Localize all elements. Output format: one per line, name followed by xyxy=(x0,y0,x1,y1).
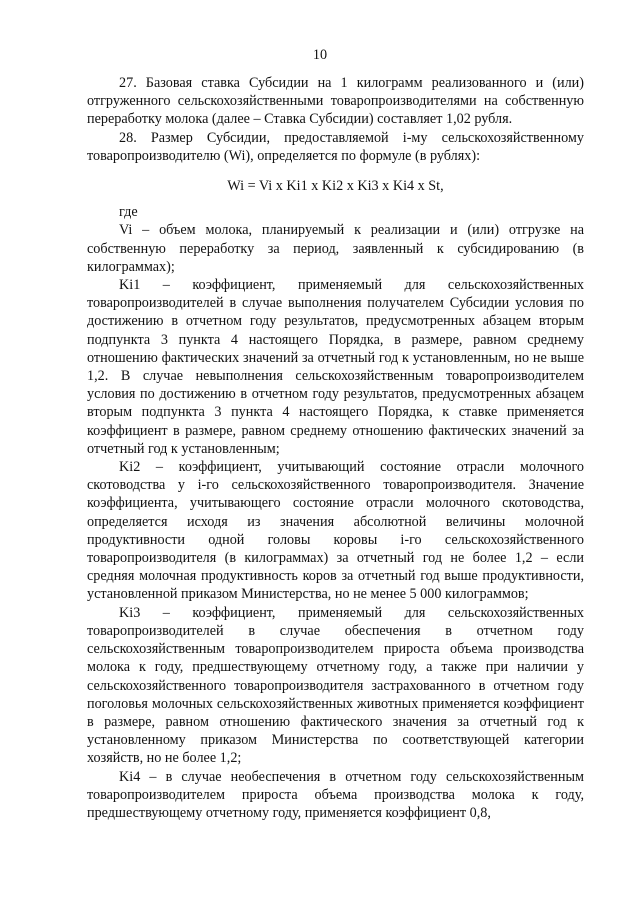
definition-ki3: Ki3 – коэффициент, применяемый для сельскохозяйственных товаропроизводителей в случае обеспечения в отчетном году сельскохозяйственным товаропроизводителем прироста объема производства молока к году, предшествующему отчетному году, а также при наличии у сельскохозяйственного товаропроизводителя застрахованного в отчетном году поголовья молочных сельскохозяйственных животных применяется коэффициент в размере, равном отношению фактического значения за отчетный год к установленному приказом Министерства по соответствующей категории хозяйств, но не более 1,2; xyxy=(87,604,584,767)
definition-ki2: Ki2 – коэффициент, учитывающий состояние отрасли молочного скотоводства у i-го сельскохозяйственного товаропроизводителя. Значение коэффициента, учитывающего состояние отрасли молочного скотоводства, определяется исходя из значения абсолютной величины молочной продуктивности одной головы коровы i-го сельскохозяйственного товаропроизводителя (в килограммах) за отчетный год не более 1,2 – если средняя молочная продуктивность коров за отчетный год выше продуктивности, установленной приказом Министерства, но не менее 5 000 килограммов; xyxy=(87,459,584,603)
page-number: 10 xyxy=(312,47,328,63)
paragraph-28: 28. Размер Субсидии, предоставляемой i-му сельскохозяйственному товаропроизводителю (Wi), определяется по формуле (в рублях): xyxy=(87,129,584,164)
document-body xyxy=(87,74,584,822)
formula: Wi = Vi x Ki1 x Ki2 x Ki3 x Ki4 x St, xyxy=(227,178,444,195)
definition-ki4: Ki4 – в случае необеспечения в отчетном году сельскохозяйственным товаропроизводителем прироста объема производства молока к году, предшествующему отчетному году, применяется коэффициент 0,8, xyxy=(87,768,584,821)
paragraph-27: 27. Базовая ставка Субсидии на 1 килограмм реализованного и (или) отгруженного сельскохозяйственными товаропроизводителями на собственную переработку молока (далее – Ставка Субсидии) составляет 1,02 рубля. xyxy=(87,75,584,128)
where-label: где xyxy=(119,204,138,221)
definition-ki1: Ki1 – коэффициент, применяемый для сельскохозяйственных товаропроизводителей в случае выполнения получателем Субсидии условия по достижению в отчетном году результатов, предусмотренных абзацем вторым подпункта 3 пункта 4 настоящего Порядка, в размере, равном среднему отношению фактических значений за отчетный год к установленным, но не выше 1,2. В случае невыполнения сельскохозяйственным товаропроизводителем условия по достижению в отчетном году результатов, предусмотренных абзацем вторым подпункта 3 пункта 4 настоящего Порядка, к ставке применяется коэффициент в размере, равном среднему отношению фактических значений за отчетный год к установленным; xyxy=(87,277,584,457)
definition-vi: Vi – объем молока, планируемый к реализации и (или) отгрузке на собственную переработку за период, заявленный к субсидированию (в килограммах); xyxy=(87,222,584,275)
